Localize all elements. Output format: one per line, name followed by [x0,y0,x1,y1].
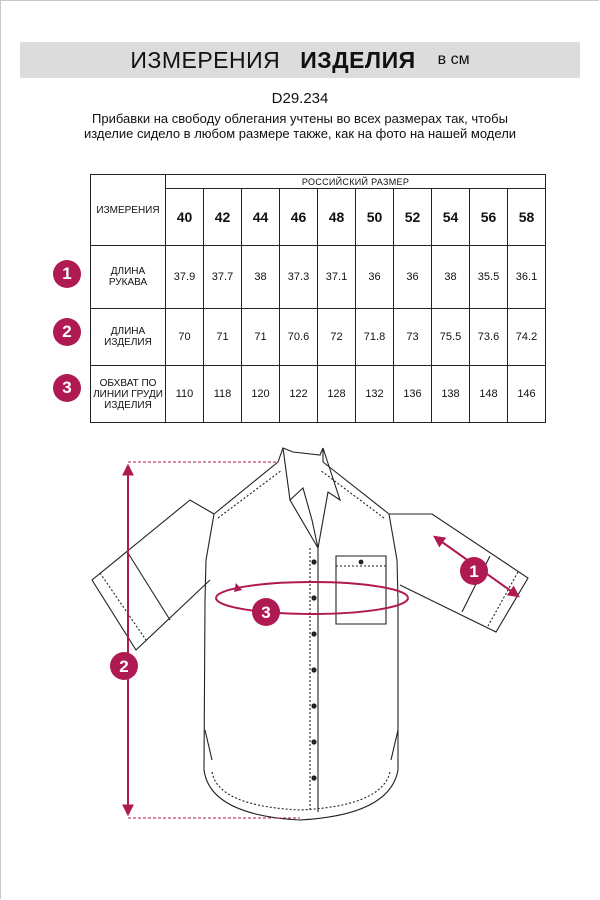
size-header: 44 [242,189,280,246]
header-title-regular: ИЗМЕРЕНИЯ [130,46,281,73]
table-cell: 70.6 [280,309,318,366]
marker-2: 2 [119,657,129,676]
table-cell: 71.8 [356,309,394,366]
table-cell: 146 [508,366,546,423]
table-cell: 37.1 [318,246,356,309]
row-label-chest-girth: ОБХВАТ ПО ЛИНИИ ГРУДИ ИЗДЕЛИЯ [91,366,166,423]
table-cell: 110 [166,366,204,423]
shirt-outline-icon [92,448,528,820]
table-cell: 70 [166,309,204,366]
table-cell: 148 [470,366,508,423]
table-corner-label: ИЗМЕРЕНИЯ [91,175,166,246]
table-cell: 75.5 [432,309,470,366]
table-cell: 37.3 [280,246,318,309]
table-cell: 36.1 [508,246,546,309]
size-header: 40 [166,189,204,246]
size-header: 50 [356,189,394,246]
table-cell: 71 [204,309,242,366]
size-header: 56 [470,189,508,246]
size-header: 42 [204,189,242,246]
row-label-sleeve-length: ДЛИНА РУКАВА [91,246,166,309]
table-cell: 73.6 [470,309,508,366]
marker-3: 3 [261,603,271,622]
buttons-icon [311,559,363,780]
table-cell: 35.5 [470,246,508,309]
diagram-markers [110,557,488,680]
table-cell: 118 [204,366,242,423]
table-cell: 71 [242,309,280,366]
size-header: 58 [508,189,546,246]
table-cell: 132 [356,366,394,423]
table-cell: 37.7 [204,246,242,309]
table-cell: 38 [432,246,470,309]
table-cell: 128 [318,366,356,423]
size-header: 54 [432,189,470,246]
table-cell: 136 [394,366,432,423]
table-cell: 138 [432,366,470,423]
table-cell: 120 [242,366,280,423]
table-cell: 74.2 [508,309,546,366]
table-cell: 72 [318,309,356,366]
size-header: 46 [280,189,318,246]
badge-1-icon: 1 [53,260,81,288]
header-title-bold: ИЗДЕЛИЯ [300,46,416,73]
size-header: 48 [318,189,356,246]
table-cell: 36 [356,246,394,309]
size-header: 52 [394,189,432,246]
article-code: D29.234 [271,90,329,107]
fit-note: Прибавки на свободу облегания учтены во всех размерах так, чтобы изделие сидело в любом размере также, как на фото на нашей модели [83,111,517,141]
badge-3-icon: 3 [53,374,81,402]
measure-lines [128,462,518,818]
size-group-label: РОССИЙСКИЙ РАЗМЕР [166,175,546,189]
table-cell: 122 [280,366,318,423]
table-cell: 38 [242,246,280,309]
row-label-garment-length: ДЛИНА ИЗДЕЛИЯ [91,309,166,366]
table-cell: 37.9 [166,246,204,309]
table-cell: 73 [394,309,432,366]
badge-2-icon: 2 [53,318,81,346]
marker-1: 1 [469,562,479,581]
header-unit: в см [437,51,470,68]
table-cell: 36 [394,246,432,309]
